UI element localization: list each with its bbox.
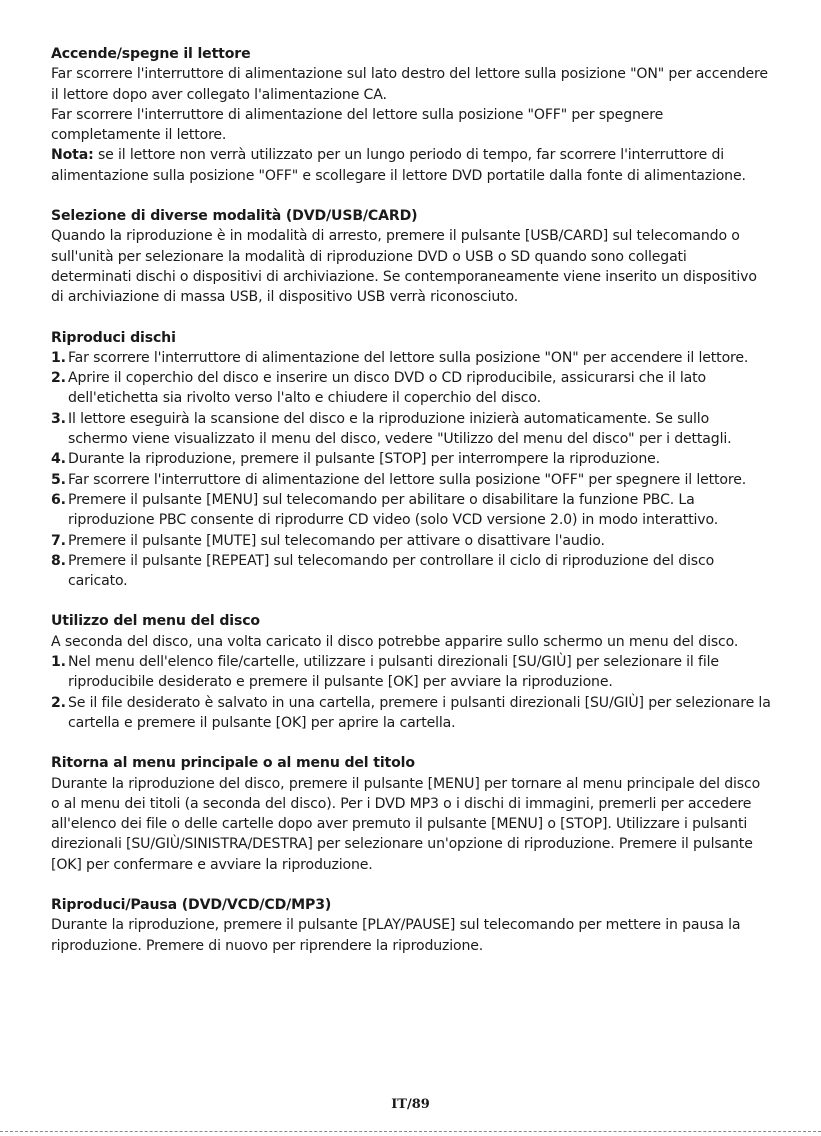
list-item <box>51 551 771 592</box>
list-item <box>51 652 771 693</box>
step-number: 5. <box>51 471 66 488</box>
step-text: Premere il pulsante [REPEAT] sul telecomando per controllare il ciclo di riproduzione del disco caricato. <box>68 552 715 590</box>
step-text: Far scorrere l'interruttore di alimentazione del lettore sulla posizione "OFF" per spegnere il lettore. <box>68 471 747 488</box>
list-item <box>51 409 771 450</box>
section-mode-select <box>51 206 771 307</box>
list-item <box>51 490 771 531</box>
step-text: Premere il pulsante [MUTE] sul telecomando per attivare o disattivare l'audio. <box>68 532 605 549</box>
section-heading: Riproduci dischi <box>51 329 176 346</box>
section-play-pause <box>51 895 771 956</box>
step-number: 1. <box>51 349 66 366</box>
step-number: 3. <box>51 410 66 427</box>
page-number: IT/89 <box>391 1097 430 1112</box>
section-disc-menu <box>51 611 771 733</box>
step-number: 4. <box>51 451 66 468</box>
step-number: 8. <box>51 552 66 569</box>
step-number: 1. <box>51 654 66 671</box>
step-text: Nel menu dell'elenco file/cartelle, utilizzare i pulsanti direzionali [SU/GIÙ] per selezionare il file riproducibile desiderato e premere il pulsante [OK] per avviare la riproduzione. <box>68 654 719 691</box>
list-item <box>51 449 771 469</box>
section-heading: Riproduci/Pausa (DVD/VCD/CD/MP3) <box>51 896 332 913</box>
paragraph: Quando la riproduzione è in modalità di arresto, premere il pulsante [USB/CARD] sul telecomando o sull'unità per selezionare la modalità di riproduzione DVD o USB o SD quando sono collegati determinati dischi o dispositivi di archiviazione. Se contemporaneamente viene inserito un dispositivo di archiviazione di massa USB, il dispositivo USB verrà riconosciuto. <box>51 228 757 306</box>
list-item <box>51 348 771 368</box>
paragraph: Durante la riproduzione del disco, premere il pulsante [MENU] per tornare al menu principale del disco o al menu dei titoli (a seconda del disco). Per i DVD MP3 o i dischi di immagini, premerli per accedere all'elenco dei file o delle cartelle dopo aver premuto il pulsante [MENU] o [STOP]. Utilizzare i pulsanti direzionali [SU/GIÙ/SINISTRA/DESTRA] per selezionare un'opzione di riproduzione. Premere il pulsante [OK] per confermare e avviare la riproduzione. <box>51 775 761 873</box>
step-text: Aprire il coperchio del disco e inserire un disco DVD o CD riproducibile, assicurarsi che il lato dell'etichetta sia rivolto verso l'alto e chiudere il coperchio del disco. <box>68 370 706 407</box>
section-heading: Accende/spegne il lettore <box>51 46 251 62</box>
step-number: 6. <box>51 491 66 508</box>
list-item <box>51 531 771 551</box>
step-text: Il lettore eseguirà la scansione del disco e la riproduzione inizierà automaticamente. Se sullo schermo viene visualizzato il menu del disco, vedere "Utilizzo del menu del disco" per i dettagli. <box>68 410 732 448</box>
section-power <box>51 44 771 186</box>
step-text: Premere il pulsante [MENU] sul telecomando per abilitare o disabilitare la funzione PBC. La riproduzione PBC consente di riprodurre CD video (solo VCD versione 2.0) in modo interattivo. <box>68 491 719 529</box>
note <box>51 145 771 186</box>
step-text: Se il file desiderato è salvato in una cartella, premere i pulsanti direzionali [SU/GIÙ] per selezionare la cartella e premere il pulsante [OK] per aprire la cartella. <box>68 694 771 731</box>
note-label: Nota: <box>51 147 94 164</box>
paragraph: Far scorrere l'interruttore di alimentazione del lettore sulla posizione "OFF" per spegnere completamente il lettore. <box>51 106 664 144</box>
list-item <box>51 470 771 490</box>
step-number: 7. <box>51 532 66 549</box>
section-play-discs <box>51 328 771 592</box>
note-text: se il lettore non verrà utilizzato per un lungo periodo di tempo, far scorrere l'interruttore di alimentazione sulla posizione "OFF" e scollegare il lettore DVD portatile dalla fonte di alimentazione. <box>51 147 746 184</box>
manual-page <box>51 44 771 976</box>
section-main-menu <box>51 753 771 875</box>
list-item <box>51 693 771 734</box>
paragraph: Far scorrere l'interruttore di alimentazione sul lato destro del lettore sulla posizione "ON" per accendere il lettore dopo aver collegato l'alimentazione CA. <box>51 66 768 103</box>
paragraph: Durante la riproduzione, premere il pulsante [PLAY/PAUSE] sul telecomando per mettere in pausa la riproduzione. Premere di nuovo per riprendere la riproduzione. <box>51 917 741 954</box>
step-list <box>51 348 771 592</box>
section-heading: Selezione di diverse modalità (DVD/USB/CARD) <box>51 208 418 225</box>
step-number: 2. <box>51 694 66 711</box>
step-list <box>51 652 771 733</box>
step-text: Durante la riproduzione, premere il pulsante [STOP] per interrompere la riproduzione. <box>68 451 660 468</box>
step-number: 2. <box>51 370 66 387</box>
page-edge-divider <box>0 1131 821 1132</box>
paragraph: A seconda del disco, una volta caricato il disco potrebbe apparire sullo schermo un menu del disco. <box>51 633 739 650</box>
list-item <box>51 368 771 409</box>
section-heading: Utilizzo del menu del disco <box>51 613 260 630</box>
section-heading: Ritorna al menu principale o al menu del titolo <box>51 755 415 772</box>
step-text: Far scorrere l'interruttore di alimentazione del lettore sulla posizione "ON" per accendere il lettore. <box>68 349 749 366</box>
